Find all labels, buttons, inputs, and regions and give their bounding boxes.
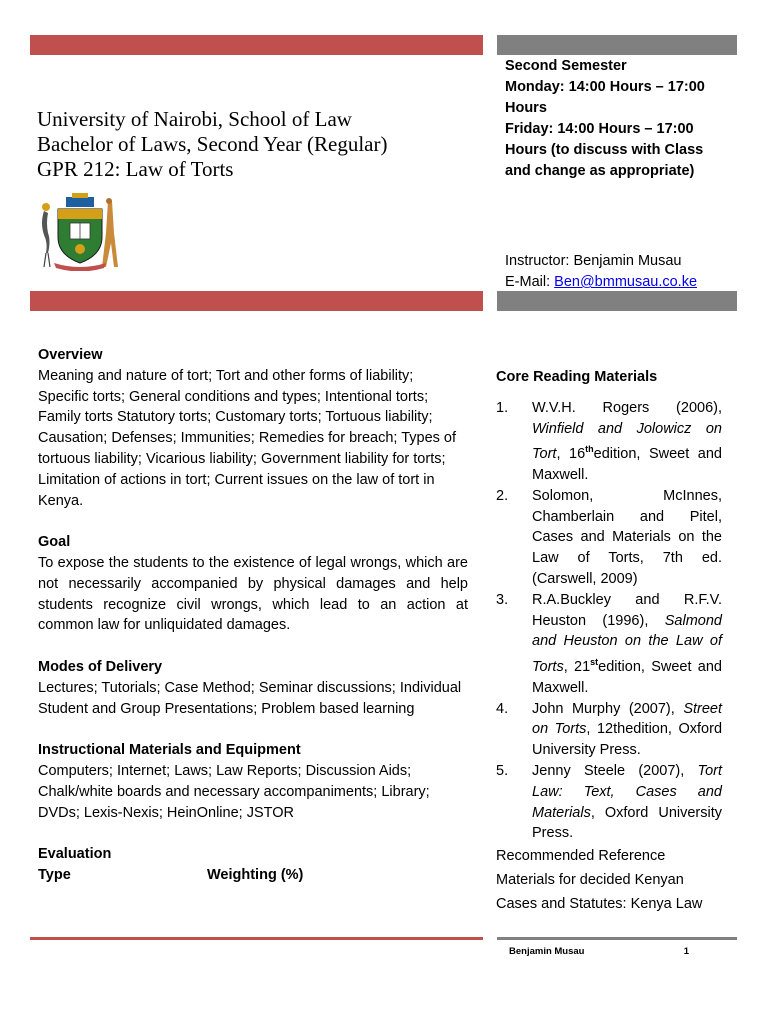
reference-sup: st [590, 657, 599, 668]
email-row [505, 272, 697, 293]
evaluation-section [38, 844, 468, 886]
materials-heading: Instructional Materials and Equipment [38, 742, 301, 759]
page-number: 1 [683, 946, 689, 957]
overview-section [38, 345, 468, 511]
reference-post: edition, Sweet and Maxwell. [532, 659, 722, 696]
reference-text [532, 699, 722, 761]
reference-italic: Winfield and Jolowicz on Tort [532, 420, 722, 463]
divider-bar-left [30, 291, 483, 311]
reference-text [532, 590, 722, 699]
reference-mid: , 12thedition, Oxford University Press. [532, 721, 723, 759]
schedule-line: and change as appropriate) [505, 163, 695, 179]
schedule-line: Hours (to discuss with Class [505, 142, 704, 158]
delivery-heading: Modes of Delivery [38, 658, 163, 675]
reference-mid: , 16 [556, 446, 586, 463]
overview-text: Meaning and nature of tort; Tort and other forms of liability; Specific torts; General conditions and types; Intentional torts; Family torts Statutory torts; Customary torts; Tortuous liability; Causation; Defenses; Immunities; Remedies for breach; Types of tortuous liability; Vicarious liability; Government liability for torts; Limitation of actions in tort; Current issues on the law of tort in Kenya. [38, 367, 457, 509]
goal-section [38, 532, 468, 636]
header-bar-left [30, 35, 483, 55]
schedule-line: Monday: 14:00 Hours – 17:00 [505, 79, 705, 95]
reference-number: 4. [496, 700, 509, 717]
evaluation-col-type: Type [38, 866, 71, 883]
email-label: E-Mail: [505, 274, 555, 290]
page-footer [509, 946, 689, 957]
university-crest-icon [36, 193, 126, 271]
reference-text [532, 761, 722, 844]
reference-pre: John Murphy (2007), [532, 700, 684, 717]
giraffe-figure [102, 198, 118, 267]
reference-italic: Salmond and Heuston on the Law of Torts [532, 612, 722, 676]
evaluation-heading: Evaluation [38, 846, 112, 863]
reference-pre: Jenny Steele (2007), [532, 763, 698, 779]
footer-author: Benjamin Musau [509, 946, 585, 957]
delivery-section [38, 657, 468, 719]
instructor-name: Instructor: Benjamin Musau [505, 253, 682, 269]
left-column [38, 345, 468, 886]
divider-bar-right [497, 291, 737, 311]
title-line-course: GPR 212: Law of Torts [37, 157, 234, 181]
schedule-line: Friday: 14:00 Hours – 17:00 [505, 121, 694, 137]
semester-label: Second Semester [505, 58, 627, 74]
reference-mid: , Oxford University Press. [532, 804, 722, 842]
goal-heading: Goal [38, 534, 71, 551]
core-reading-heading: Core Reading Materials [496, 369, 658, 385]
header-bar-right [497, 35, 737, 55]
instructor-block [505, 251, 697, 293]
reference-post: edition, Sweet and Maxwell. [532, 446, 722, 484]
overview-heading: Overview [38, 347, 103, 363]
title-line-program: Bachelor of Laws, Second Year (Regular) [37, 132, 388, 156]
reference-item [496, 486, 722, 590]
right-column [496, 367, 722, 916]
reference-number: 1. [496, 399, 509, 416]
reference-number: 2. [496, 487, 509, 504]
reference-pre: W.V.H. Rogers (2006), [532, 399, 722, 416]
reference-italic: Street on Torts [532, 700, 722, 738]
document-title [37, 107, 387, 182]
evaluation-col-weight: Weighting (%) [207, 866, 304, 883]
reference-text [532, 398, 722, 486]
reference-item [496, 398, 722, 486]
reference-italic: Tort Law: Text, Cases and Materials [532, 763, 722, 821]
reference-number: 5. [496, 763, 509, 779]
footer-bar-left [30, 937, 483, 940]
reference-number: 3. [496, 591, 509, 608]
schedule-line: Hours [505, 100, 547, 116]
reference-item [496, 761, 722, 844]
reference-mid: , 21 [563, 659, 591, 676]
reference-list [496, 398, 722, 844]
reference-item [496, 699, 722, 761]
title-line-university: University of Nairobi, School of Law [37, 107, 352, 131]
materials-section [38, 740, 468, 823]
reference-pre: Solomon, McInnes, Chamberlain and Pitel, Cases and Materials on the Law of Torts, 7th ed. (Carswell, 2009) [532, 487, 722, 587]
reference-pre: R.A.Buckley and R.F.V. Heuston (1996), [532, 591, 722, 629]
reference-sup: th [585, 444, 594, 455]
reference-item [496, 590, 722, 699]
materials-text: Computers; Internet; Laws; Law Reports; Discussion Aids; Chalk/white boards and necessary accompaniments; Library; DVDs; Lexis-Nexis; HeinOnline; JSTOR [38, 762, 430, 821]
reference-text [532, 486, 722, 590]
evaluation-table-header [38, 865, 468, 886]
recommended-text: Recommended Reference Materials for decided Kenyan Cases and Statutes: Kenya Law [496, 848, 703, 913]
goal-text: To expose the students to the existence of legal wrongs, which are not necessarily accompanied by physical damages and help students recognize civil wrongs, which lead to an action at common law for unliquidated damages. [38, 554, 468, 634]
crane-figure [42, 203, 50, 267]
email-link[interactable]: Ben@bmmusau.co.ke [554, 274, 698, 290]
schedule-block [505, 56, 745, 182]
footer-bar-right [497, 937, 737, 940]
delivery-text: Lectures; Tutorials; Case Method; Seminar discussions; Individual Student and Group Presentations; Problem based learning [38, 679, 462, 717]
